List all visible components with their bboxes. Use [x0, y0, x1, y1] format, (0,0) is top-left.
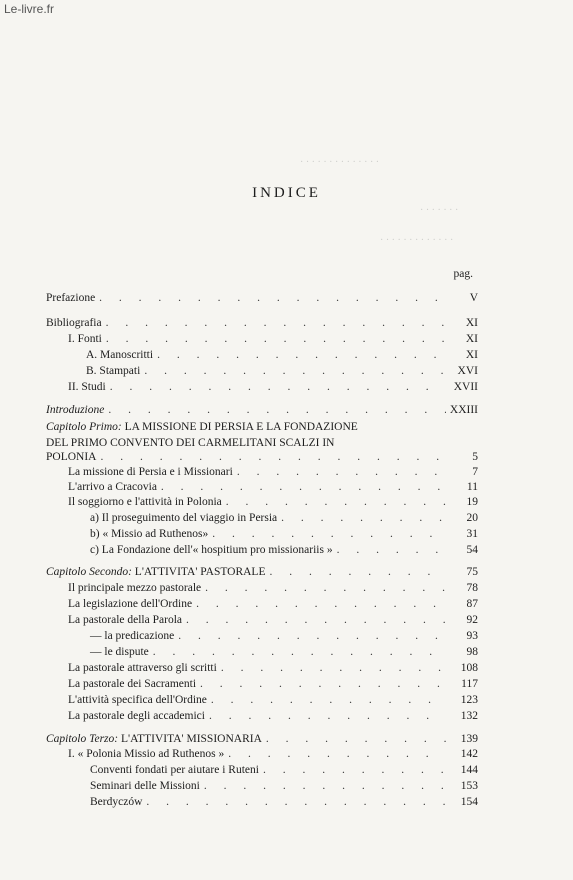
toc-entry-label: Seminari delle Missioni [90, 780, 200, 792]
toc-entry-page: XI [465, 349, 478, 361]
leader-dots [161, 481, 446, 493]
leader-dots [146, 796, 446, 808]
toc-entry-page: 92 [466, 614, 478, 626]
toc-entry-page: 19 [466, 496, 478, 508]
watermark: Le-livre.fr [4, 2, 55, 16]
toc-entry-page: 7 [472, 466, 478, 478]
toc-entry-label: Berdyczów [90, 796, 143, 808]
toc-entry-label: Conventi fondati per aiutare i Ruteni [90, 764, 259, 776]
toc-entry-page: 78 [466, 582, 478, 594]
leader-dots [106, 333, 446, 345]
toc-entry-page: 108 [460, 662, 478, 674]
toc-entry[interactable] [46, 764, 478, 780]
page-column-label: pag. [453, 268, 473, 280]
toc-entry[interactable] [46, 678, 478, 694]
toc-entry-page: XI [465, 317, 478, 329]
leader-dots [108, 404, 446, 416]
toc-entry[interactable] [46, 598, 478, 614]
toc-entry-label: — le dispute [90, 646, 149, 658]
toc-entry-chapter-2[interactable] [46, 566, 478, 582]
leader-dots [281, 512, 446, 524]
toc-entry[interactable] [46, 630, 478, 646]
toc-entry-page: 54 [466, 544, 478, 556]
toc-entry[interactable] [46, 544, 478, 560]
toc-entry-label: L'attività specifica dell'Ordine [68, 694, 207, 706]
leader-dots [144, 365, 446, 377]
toc-entry-label: La pastorale degli accademici [68, 710, 205, 722]
leader-dots [153, 646, 446, 658]
toc-entry-page: 117 [461, 678, 478, 690]
toc-entry[interactable] [46, 496, 478, 512]
toc-entry-page: 132 [460, 710, 478, 722]
leader-dots [337, 544, 446, 556]
toc-entry-label: a) Il proseguimento del viaggio in Persia [90, 512, 278, 524]
toc-entry[interactable] [46, 694, 478, 710]
toc-entry[interactable] [46, 780, 478, 796]
toc-entry-page: 5 [472, 451, 478, 463]
toc-entry[interactable] [46, 528, 478, 544]
leader-dots [237, 466, 446, 478]
bleed-through-text: · · · · · · · [420, 205, 459, 216]
toc-entry-label: A. Manoscritti [86, 349, 154, 361]
chapter-title-line: DEL PRIMO CONVENTO DEI CARMELITANI SCALZI IN [46, 436, 335, 449]
toc-entry-page: XI [465, 333, 478, 345]
toc-entry-page: 153 [460, 780, 478, 792]
toc-entry[interactable] [46, 748, 478, 764]
toc-entry-page: 75 [466, 566, 478, 578]
toc-entry-page: 142 [460, 748, 478, 760]
toc-entry-chapter-3[interactable] [46, 733, 478, 749]
toc-entry-page: XVII [453, 381, 478, 393]
page-title: INDICE [252, 185, 321, 201]
toc-entry-stampati[interactable] [46, 365, 478, 381]
toc-entry-page: V [469, 292, 478, 304]
leader-dots [99, 292, 446, 304]
leader-dots [100, 451, 446, 463]
chapter-title-line: LA MISSIONE DI PERSIA E LA FONDAZIONE [124, 421, 358, 433]
toc-entry-label: La pastorale dei Sacramenti [68, 678, 197, 690]
bleed-through-text: · · · · · · · · · · · · · · [300, 157, 380, 168]
leader-dots [269, 566, 446, 578]
leader-dots [196, 598, 446, 610]
toc-entry-label: Bibliografia [46, 317, 102, 329]
leader-dots [200, 678, 446, 690]
toc-entry-label: c) La Fondazione dell'« hospitium pro missionariis » [90, 544, 333, 556]
chapter-title-line: POLONIA [46, 451, 97, 463]
toc-entry-page: 31 [466, 528, 478, 540]
toc-entry-page: 154 [460, 796, 478, 808]
toc-entry-label: Il soggiorno e l'attività in Polonia [68, 496, 222, 508]
toc-entry-label: La missione di Persia e i Missionari [68, 466, 233, 478]
leader-dots [212, 528, 446, 540]
toc-entry-chapter-1[interactable] [46, 451, 478, 467]
leader-dots [204, 780, 446, 792]
leader-dots [221, 662, 446, 674]
toc-entry-label: L'arrivo a Cracovia [68, 481, 157, 493]
toc-entry-label: II. Studi [68, 381, 106, 393]
toc-entry-page: 98 [466, 646, 478, 658]
chapter-prefix: Capitolo Secondo: [46, 566, 132, 578]
toc-entry-page: 11 [466, 481, 478, 493]
leader-dots [106, 317, 446, 329]
toc-entry-studi[interactable] [46, 381, 478, 397]
chapter-prefix: Capitolo Primo: [46, 421, 122, 433]
leader-dots [186, 614, 446, 626]
toc-entry-page: XXIII [449, 404, 478, 416]
toc-entry-label: Introduzione [46, 404, 105, 416]
toc-entry-label: b) « Missio ad Ruthenos» [90, 528, 209, 540]
toc-entry-label: Prefazione [46, 292, 96, 304]
toc-entry-page: 123 [460, 694, 478, 706]
bleed-through-text: · · · · · · · · · · · · · [380, 235, 454, 246]
toc-entry-label: La legislazione dell'Ordine [68, 598, 193, 610]
toc-entry-label: La pastorale della Parola [68, 614, 182, 626]
toc-entry-fonti[interactable] [46, 333, 478, 349]
leader-dots [205, 582, 446, 594]
chapter-heading-1[interactable] [46, 420, 478, 451]
toc-entry-label: I. Fonti [68, 333, 102, 345]
chapter-title: L'ATTIVITA' MISSIONARIA [120, 733, 262, 745]
toc-entry[interactable] [46, 614, 478, 630]
toc-entry-label: B. Stampati [86, 365, 141, 377]
toc-entry[interactable] [46, 481, 478, 497]
toc-entry-manoscritti[interactable] [46, 349, 478, 365]
leader-dots [226, 496, 446, 508]
leader-dots [211, 694, 446, 706]
toc-entry-page: 93 [466, 630, 478, 642]
toc-entry[interactable] [46, 662, 478, 678]
leader-dots [266, 733, 446, 745]
toc-entry-page: 144 [460, 764, 478, 776]
toc-entry-page: 20 [466, 512, 478, 524]
leader-dots [228, 748, 446, 760]
toc-entry-prefazione[interactable] [46, 292, 478, 308]
toc-entry-label: La pastorale attraverso gli scritti [68, 662, 217, 674]
toc-entry[interactable] [46, 646, 478, 662]
toc-entry-label: — la predicazione [90, 630, 175, 642]
toc-entry-bibliografia[interactable] [46, 317, 478, 333]
toc-entry-label: Il principale mezzo pastorale [68, 582, 202, 594]
toc-entry-label: I. « Polonia Missio ad Ruthenos » [68, 748, 225, 760]
toc-entry-page: 87 [466, 598, 478, 610]
chapter-title: L'ATTIVITA' PASTORALE [134, 566, 266, 578]
toc-entry[interactable] [46, 710, 478, 726]
toc-entry[interactable] [46, 466, 478, 482]
leader-dots [178, 630, 446, 642]
chapter-prefix: Capitolo Terzo: [46, 733, 119, 745]
toc-entry[interactable] [46, 582, 478, 598]
leader-dots [209, 710, 446, 722]
leader-dots [263, 764, 446, 776]
leader-dots [110, 381, 446, 393]
leader-dots [157, 349, 446, 361]
toc-entry-page: 139 [460, 733, 478, 745]
toc-entry-page: XVI [457, 365, 478, 377]
toc-entry-introduzione[interactable] [46, 404, 478, 420]
toc-entry[interactable] [46, 796, 478, 812]
toc-entry[interactable] [46, 512, 478, 528]
